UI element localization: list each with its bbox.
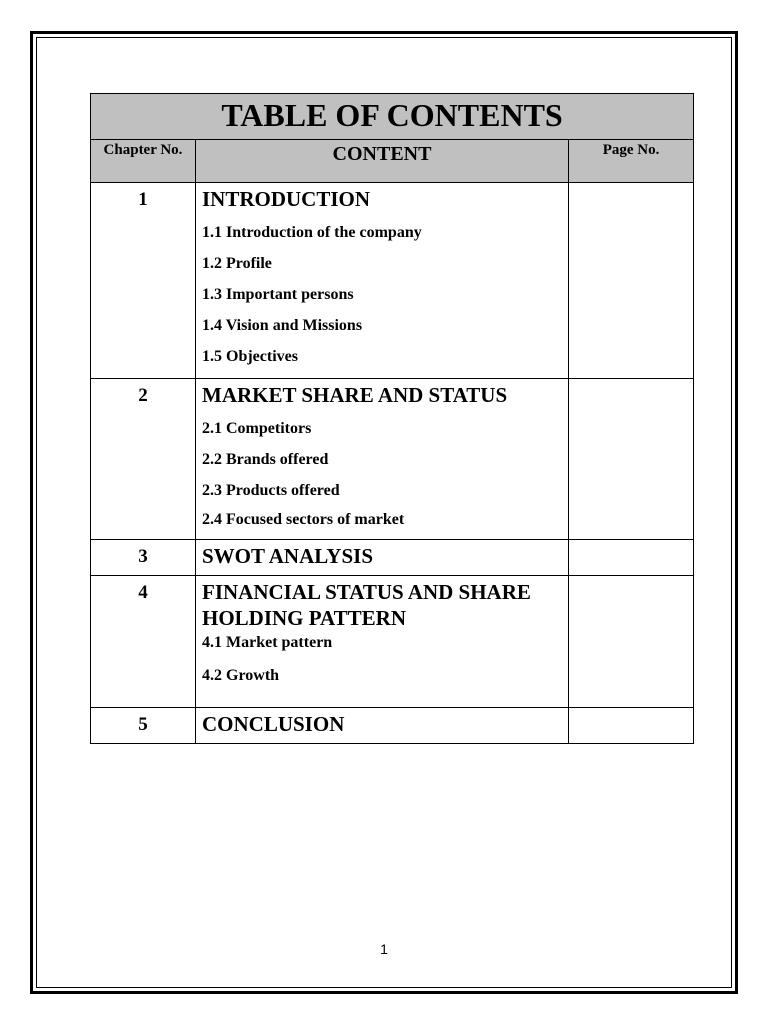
table-row [91,708,694,744]
chapter-title: FINANCIAL STATUS AND SHARE HOLDING PATTERN [202,580,531,630]
table-of-contents [90,93,694,744]
section-item: 2.1 Competitors [202,420,312,437]
chapter-title: MARKET SHARE AND STATUS [202,383,508,407]
chapter-title: SWOT ANALYSIS [202,544,374,568]
header-chapter-no: Chapter No. [91,140,196,183]
chapter-content [196,540,569,576]
page-number-cell [569,708,694,744]
section-item: 2.4 Focused sectors of market [202,511,405,528]
chapter-number: 1 [91,183,196,379]
chapter-number: 4 [91,576,196,708]
header-page-no: Page No. [569,140,694,183]
page-footer-number: 1 [380,941,388,957]
chapter-title: CONCLUSION [202,712,345,736]
chapter-content [196,708,569,744]
section-item: 1.4 Vision and Missions [202,317,363,334]
chapter-content [196,576,569,708]
header-content: CONTENT [196,140,569,183]
chapter-number: 5 [91,708,196,744]
section-item: 1.3 Important persons [202,286,354,303]
section-item: 1.5 Objectives [202,348,298,365]
toc-title: TABLE OF CONTENTS [91,94,694,140]
chapter-title: INTRODUCTION [202,187,371,211]
page-number-cell [569,576,694,708]
chapter-content [196,379,569,540]
section-item: 2.2 Brands offered [202,451,329,468]
section-item: 2.3 Products offered [202,482,340,499]
section-item: 1.2 Profile [202,255,272,272]
table-row [91,183,694,379]
table-row [91,576,694,708]
page-number-cell [569,183,694,379]
section-item: 4.2 Growth [202,667,280,684]
chapter-number: 3 [91,540,196,576]
section-item: 4.1 Market pattern [202,634,333,651]
chapter-content [196,183,569,379]
page-number-cell [569,540,694,576]
page-number-cell [569,379,694,540]
section-item: 1.1 Introduction of the company [202,224,422,241]
chapter-number: 2 [91,379,196,540]
table-row [91,379,694,540]
table-row [91,540,694,576]
